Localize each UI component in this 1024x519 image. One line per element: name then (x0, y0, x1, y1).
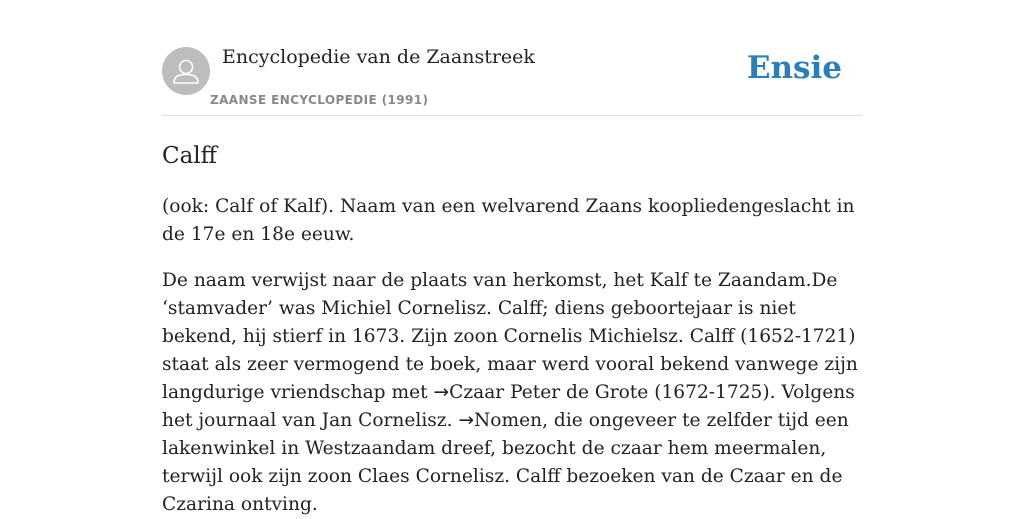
paragraph-text: , die ongeveer te zelfder tijd een lakenwinkel in Westzaandam dreef, bezocht de czaar hem meermalen, terwijl ook zijn zoon Claes Cornelisz. Calff bezoeken van de Czaar en de Czarina ontving. (162, 410, 849, 515)
article-paragraph-1: (ook: Calf of Kalf). Naam van een welvarend Zaans koopliedengeslacht in de 17e en 18e eeuw. (162, 196, 855, 245)
link-nomen[interactable] (458, 410, 542, 431)
page-container (162, 0, 862, 519)
article-paragraph-2 (162, 267, 862, 519)
source-subtitle: ZAANSE ENCYCLOPEDIE (1991) (210, 93, 429, 107)
article-title: Calff (162, 143, 218, 169)
source-header (162, 0, 862, 116)
paragraph-text: De naam verwijst naar de plaats van herkomst, het Kalf te Zaandam.De ‘stamvader’ was Michiel Cornelisz. Calff; diens geboortejaar is niet bekend, hij stierf in 1673. Zijn zoon Cornelis Michielsz. Calff (1652-1721) staat als zeer vermogend te boek, maar werd vooral bekend vanwege zijn langdurige vriendschap met (162, 270, 858, 403)
link-label: Czaar Peter de Grote (449, 382, 649, 403)
link-czaar-peter-de-grote[interactable] (434, 382, 649, 403)
ensie-logo[interactable]: Ensie (746, 50, 842, 86)
arrow-right-icon: → (433, 382, 450, 403)
user-icon (162, 47, 210, 95)
source-avatar[interactable] (162, 47, 210, 95)
source-name[interactable]: Encyclopedie van de Zaanstreek (222, 46, 535, 68)
paragraph-text: (1672-1725). Volgens het journaal van Jan Cornelisz. (162, 382, 855, 431)
arrow-right-icon: → (458, 410, 475, 431)
link-label: Nomen (474, 410, 543, 431)
